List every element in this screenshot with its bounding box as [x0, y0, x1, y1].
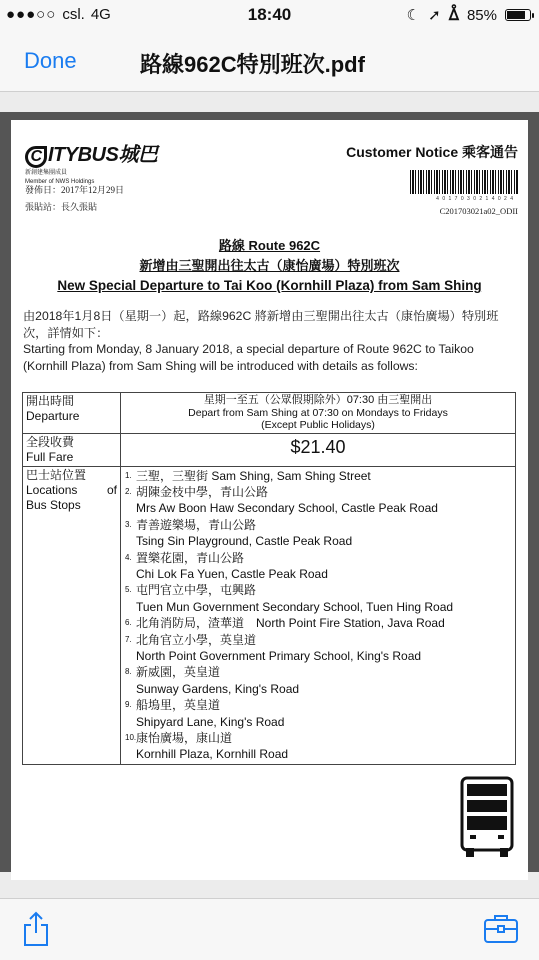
moon-icon: ☾ [406, 7, 421, 24]
bus-stop-name-en: North Point Government Primary School, King's Road [136, 648, 422, 663]
fare-row [23, 433, 516, 466]
citybus-logo-mark: C [25, 146, 47, 168]
bus-stop-item [125, 484, 511, 517]
fare-value: $21.40 [121, 433, 516, 466]
bus-stop-number: 4. [125, 552, 132, 562]
bus-stop-item [125, 664, 511, 697]
bus-stop-name-zh: 康怡廣場，康山道 [136, 731, 233, 745]
citybus-logo-text: ITYBUS城巴 [48, 144, 158, 166]
bus-stop-text [136, 615, 511, 631]
bus-stop-name-zh: 胡陳金枝中學，青山公路 [136, 484, 269, 499]
bus-stop-number: 1. [125, 470, 132, 480]
status-bar [0, 0, 539, 30]
bus-stop-number: 9. [125, 700, 132, 710]
fare-label-en: Full Fare [26, 449, 74, 464]
bus-stop-name-en: Chi Lok Fa Yuen, Castle Peak Road [136, 566, 328, 581]
bus-stop-number: 7. [125, 634, 132, 644]
bus-icon [458, 776, 516, 858]
network-type: 4G [90, 6, 111, 23]
bus-stop-name-zh: 船塢里，英皇道 [136, 698, 221, 713]
document-title: 路線962C特別班次.pdf [140, 52, 365, 77]
departure-zh: 星期一至五（公眾假期除外）07:30 由三聖開出 [203, 394, 433, 406]
bluetooth-icon: ᐂ [448, 7, 459, 24]
bus-stop-text [136, 468, 511, 484]
bus-stop-text [136, 664, 511, 697]
signal-strength-icon: ●●●○○ [6, 6, 57, 23]
departure-label-zh: 開出時間 [26, 394, 75, 408]
status-time: 18:40 [247, 5, 292, 24]
posting-stop: 張貼站：長久張貼 [25, 202, 98, 212]
bus-stop-item [125, 615, 511, 631]
locations-label-zh: 巴士站位置 [26, 467, 87, 482]
bus-stop-number: 8. [125, 667, 132, 677]
fare-label-zh: 全段收費 [26, 434, 75, 449]
bus-stop-item [125, 582, 511, 615]
navigation-bar [0, 30, 539, 92]
battery-percent: 85% [466, 6, 497, 24]
barcode [410, 170, 518, 194]
bus-stop-item [125, 697, 511, 730]
bus-stop-name-zh: 三聖，三聖街 Sam Shing, Sam Shing Street [136, 468, 371, 483]
bus-stop-name-zh: 置樂花園，青山公路 [136, 550, 245, 565]
heading-zh: 新增由三聖開出往太古（康怡廣場）特別班次 [139, 258, 400, 273]
bus-stop-text [136, 730, 511, 763]
locations-row [23, 466, 516, 764]
bus-stop-name-en: Mrs Aw Boon Haw Secondary School, Castle Peak Road [136, 501, 438, 516]
issue-date: 發佈日：2017年12月29日 [25, 185, 125, 195]
bus-stop-name-en: Shipyard Lane, King's Road [136, 714, 285, 729]
bus-stop-number: 10. [125, 733, 137, 742]
bus-stop-text [136, 632, 511, 665]
bus-stop-name-en: Sunway Gardens, King's Road [136, 681, 300, 696]
done-button[interactable]: Done [24, 48, 77, 73]
locations-label-en-2: Bus Stops [26, 497, 81, 512]
pdf-viewer[interactable] [0, 92, 539, 898]
share-icon[interactable] [20, 911, 52, 947]
carrier-name: csl. [62, 6, 85, 23]
reference-code: C201703021a02_ODII [439, 206, 518, 216]
bus-stop-item [125, 468, 511, 484]
bus-stop-number: 6. [125, 618, 132, 628]
bus-stop-name-zh: 北角消防局，渣華道 North Point Fire Station, Java Road [136, 616, 445, 631]
pdf-page [11, 120, 528, 880]
bus-stop-name-en: Kornhill Plaza, Kornhill Road [136, 747, 289, 762]
notice-title: Customer Notice 乘客通告 [346, 144, 518, 160]
route-details-table [22, 392, 516, 765]
bus-stop-item [125, 730, 511, 763]
bus-stop-list [121, 466, 516, 764]
departure-label-en: Departure [26, 409, 80, 423]
intro-zh: 由2018年1月8日（星期一）起，路線962C 將新增由三聖開出往太古（康怡廣場）特別班次，詳情如下： [23, 309, 499, 340]
bus-stop-name-zh: 新威園，英皇道 [136, 665, 221, 680]
bus-stop-name-zh: 屯門官立中學，屯興路 [136, 583, 257, 598]
departure-row [23, 393, 516, 434]
bus-stop-name-zh: 青善遊樂場，青山公路 [136, 517, 257, 532]
heading-en: New Special Departure to Tai Koo (Kornhill Plaza) from Sam Shing [57, 278, 482, 293]
bus-stop-number: 3. [125, 519, 132, 529]
location-arrow-icon: ➚ [428, 7, 441, 24]
intro-en: Starting from Monday, 8 January 2018, a special departure of Route 962C to Taikoo (Kornhill Plaza) from Sam Shing will be introduced with details as follows: [23, 342, 474, 373]
logo-member-zh: 新創建集團成員 [25, 170, 68, 176]
barcode-number: 4 0 1 7 0 3 0 2 1 4 0 2 4 [436, 196, 514, 202]
locations-label-word-2: of [106, 482, 117, 497]
battery-icon [505, 9, 531, 21]
bus-stop-number: 5. [125, 585, 132, 595]
bus-stop-item [125, 632, 511, 665]
citybus-logo [25, 138, 157, 186]
bottom-toolbar [0, 898, 539, 960]
locations-label-word-1: Locations [26, 482, 78, 497]
battery-fill [507, 11, 525, 19]
bus-stop-name-en: Tuen Mun Government Secondary School, Tuen Hing Road [136, 599, 454, 614]
bus-stop-number: 2. [125, 486, 132, 496]
bus-stop-item [125, 517, 511, 550]
toolbox-icon[interactable] [483, 911, 519, 945]
bus-stop-text [136, 517, 511, 550]
bus-stop-item [125, 550, 511, 583]
bus-stop-text [136, 582, 511, 615]
bus-stop-text [136, 697, 511, 730]
bus-stop-text [136, 484, 511, 517]
departure-en-2: (Except Public Holidays) [261, 419, 375, 431]
departure-en-1: Depart from Sam Shing at 07:30 on Mondays to Fridays [188, 406, 448, 419]
bus-stop-text [136, 550, 511, 583]
bus-stop-name-en: Tsing Sin Playground, Castle Peak Road [136, 534, 353, 549]
bus-stop-name-zh: 北角官立小學，英皇道 [136, 632, 257, 647]
logo-member-en: Member of NWS Holdings [25, 179, 95, 185]
heading-route: 路線 Route 962C [218, 238, 321, 253]
locations-label-en-1 [26, 483, 117, 498]
